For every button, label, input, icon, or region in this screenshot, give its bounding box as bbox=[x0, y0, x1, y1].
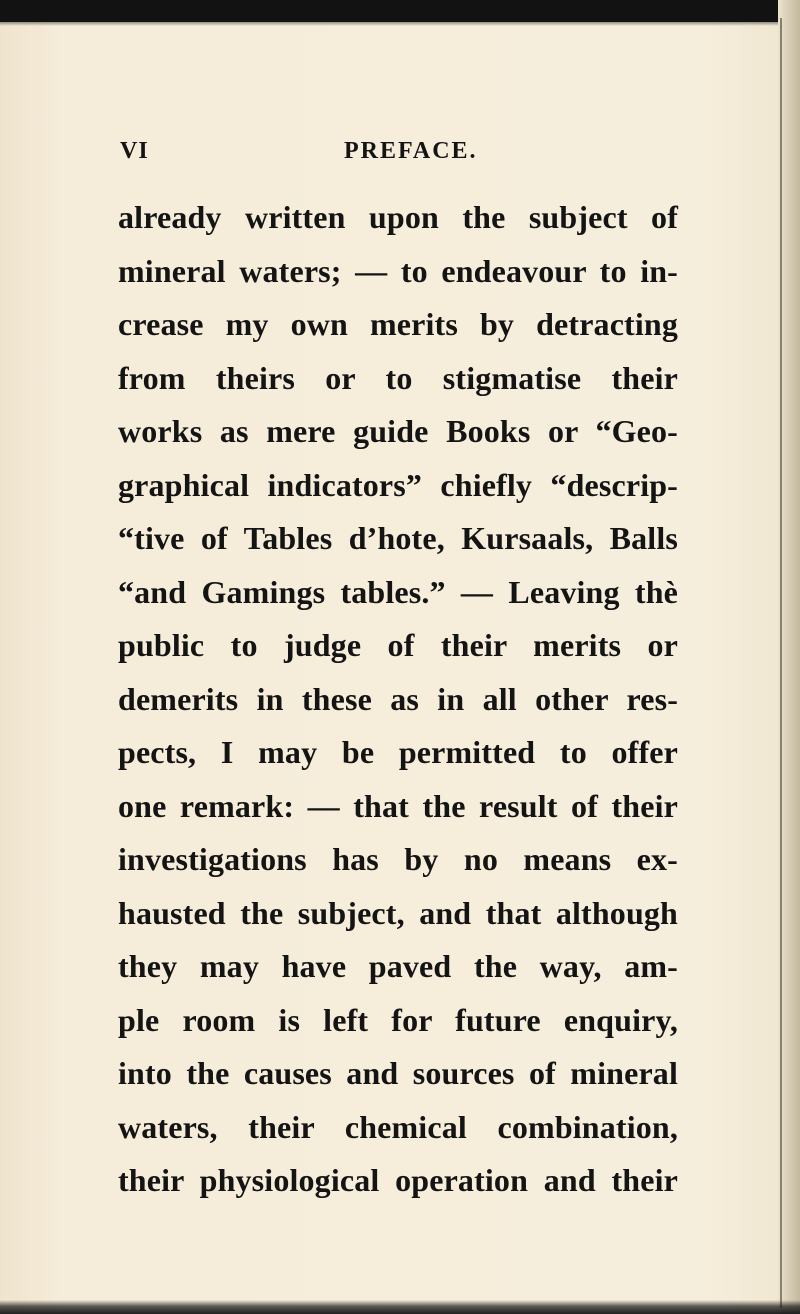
page-number: VI bbox=[120, 138, 149, 164]
text-line: one remark: — that the result of their bbox=[118, 787, 678, 824]
text-line: mineral waters; — to endeavour to in- bbox=[118, 252, 678, 289]
text-line: “tive of Tables d’hote, Kursaals, Balls bbox=[118, 520, 678, 556]
text-line: demerits in these as in all other res- bbox=[118, 680, 678, 717]
text-line: hausted the subject, and that although bbox=[118, 894, 678, 931]
text-line: “and Gamings tables.” — Leaving thè bbox=[118, 573, 678, 610]
page-edge-rule bbox=[780, 18, 782, 1308]
text-line: already written upon the subject of bbox=[118, 199, 678, 235]
top-scan-edge bbox=[0, 0, 800, 22]
text-line: into the causes and sources of mineral bbox=[118, 1055, 678, 1091]
body-text bbox=[118, 191, 678, 1208]
text-line: from theirs or to stigmatise their bbox=[118, 359, 678, 396]
text-line: ple room is left for future enquiry, bbox=[118, 1001, 678, 1038]
text-line: investigations has by no means ex- bbox=[118, 841, 678, 877]
running-head: PREFACE. bbox=[344, 138, 478, 164]
text-line: crease my own merits by detracting bbox=[118, 306, 678, 342]
text-line: works as mere guide Books or “Geo- bbox=[118, 413, 678, 449]
text-line: graphical indicators” chiefly “descrip- bbox=[118, 466, 678, 503]
text-line: pects, I may be permitted to offer bbox=[118, 734, 678, 770]
text-line: they may have paved the way, am- bbox=[118, 948, 678, 984]
bottom-scan-edge bbox=[0, 1300, 800, 1314]
text-line: waters, their chemical combination, bbox=[118, 1108, 678, 1145]
page-header bbox=[120, 138, 700, 168]
text-line: their physiological operation and their bbox=[118, 1162, 678, 1198]
text-line: public to judge of their merits or bbox=[118, 627, 678, 663]
